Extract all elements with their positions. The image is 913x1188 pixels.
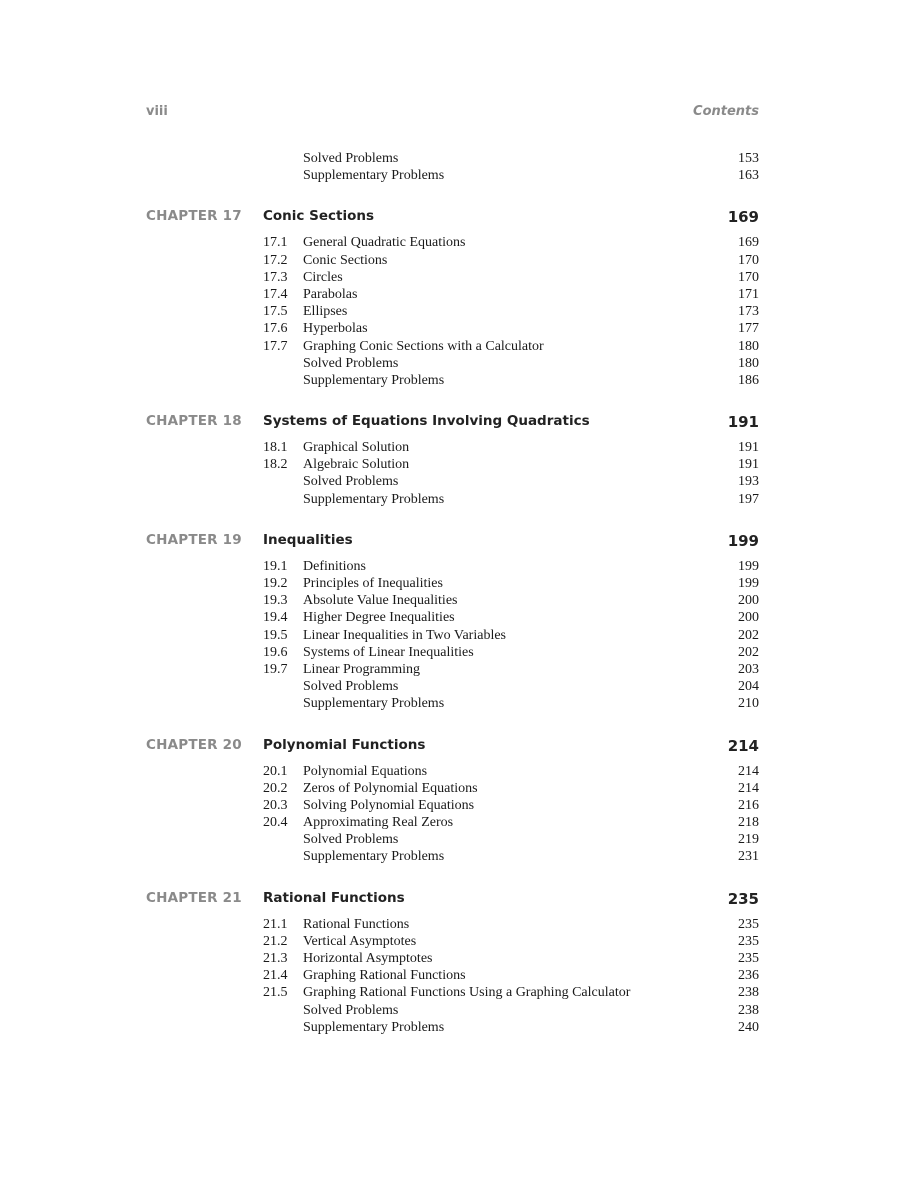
entry-page-number: 197 bbox=[738, 491, 759, 507]
entry-title: Supplementary Problems bbox=[303, 1019, 445, 1035]
toc-block bbox=[0, 890, 913, 1036]
toc-block bbox=[0, 737, 913, 866]
entry-page-number: 191 bbox=[738, 440, 759, 456]
section-number: 19.5 bbox=[263, 627, 288, 643]
chapter-title: Inequalities bbox=[263, 531, 353, 548]
toc-entry[interactable] bbox=[0, 814, 913, 831]
section-number: 21.4 bbox=[263, 968, 288, 984]
chapter-page-number: 199 bbox=[727, 531, 759, 550]
toc-entry[interactable] bbox=[0, 592, 913, 609]
entry-title: Principles of Inequalities bbox=[303, 576, 443, 591]
chapter-heading[interactable] bbox=[0, 737, 913, 759]
section-number: 21.5 bbox=[263, 985, 288, 1001]
entry-title: Hyperbolas bbox=[303, 321, 368, 337]
entry-title: Solved Problems bbox=[303, 1002, 399, 1018]
entry-page-number: 240 bbox=[738, 1019, 759, 1035]
toc-entry[interactable] bbox=[0, 167, 913, 184]
entry-page-number: 180 bbox=[738, 338, 759, 354]
entry-page-number: 169 bbox=[738, 235, 759, 251]
entry-page-number: 163 bbox=[738, 168, 759, 184]
chapter-label: CHAPTER 20 bbox=[146, 736, 242, 753]
chapter-title: Rational Functions bbox=[263, 889, 405, 906]
entry-page-number: 199 bbox=[738, 558, 759, 574]
entry-page-number: 170 bbox=[738, 252, 759, 268]
section-number: 19.3 bbox=[263, 593, 288, 609]
toc-entry[interactable] bbox=[0, 372, 913, 389]
toc-entry[interactable] bbox=[0, 695, 913, 712]
chapter-title: Conic Sections bbox=[263, 208, 375, 225]
toc-entry[interactable] bbox=[0, 338, 913, 355]
toc-entry[interactable] bbox=[0, 984, 913, 1001]
entry-title: Approximating Real Zeros bbox=[303, 815, 454, 831]
chapter-title: Polynomial Functions bbox=[263, 736, 426, 753]
toc-entry[interactable] bbox=[0, 491, 913, 508]
toc-entry[interactable] bbox=[0, 456, 913, 473]
page-number: viii bbox=[146, 104, 168, 119]
entry-page-number: 236 bbox=[738, 968, 759, 984]
section-number: 20.2 bbox=[263, 780, 288, 796]
entry-title: Higher Degree Inequalities bbox=[303, 610, 455, 626]
section-number: 21.1 bbox=[263, 916, 288, 932]
entry-title: Vertical Asymptotes bbox=[303, 933, 417, 949]
section-number: 20.3 bbox=[263, 797, 288, 813]
section-number: 17.5 bbox=[263, 304, 288, 320]
section-number: 21.2 bbox=[263, 933, 288, 949]
toc-entry[interactable] bbox=[0, 320, 913, 337]
chapter-label: CHAPTER 21 bbox=[146, 889, 242, 906]
running-header: Contents bbox=[693, 104, 759, 119]
toc-entry[interactable] bbox=[0, 609, 913, 626]
entry-title: Solved Problems bbox=[303, 151, 399, 166]
toc-entry[interactable] bbox=[0, 763, 913, 780]
toc-entry[interactable] bbox=[0, 916, 913, 933]
entry-page-number: 219 bbox=[738, 832, 759, 848]
chapter-page-number: 235 bbox=[727, 889, 759, 908]
section-number: 19.6 bbox=[263, 644, 288, 660]
toc-entry[interactable] bbox=[0, 797, 913, 814]
entry-page-number: 214 bbox=[738, 780, 759, 796]
chapter-page-number: 214 bbox=[727, 736, 759, 755]
entry-page-number: 153 bbox=[738, 151, 759, 166]
entry-title: Systems of Linear Inequalities bbox=[303, 644, 474, 660]
toc-entry[interactable] bbox=[0, 967, 913, 984]
entry-page-number: 218 bbox=[738, 815, 759, 831]
entry-title: Supplementary Problems bbox=[303, 372, 445, 388]
entry-title: Conic Sections bbox=[303, 252, 388, 268]
toc-entry[interactable] bbox=[0, 661, 913, 678]
section-number: 17.4 bbox=[263, 286, 288, 302]
toc-entry[interactable] bbox=[0, 286, 913, 303]
toc-list bbox=[0, 150, 913, 1036]
toc-entry[interactable] bbox=[0, 575, 913, 592]
entry-title: Circles bbox=[303, 269, 343, 285]
toc-block bbox=[0, 413, 913, 508]
entry-page-number: 199 bbox=[738, 576, 759, 591]
section-number: 17.7 bbox=[263, 338, 288, 354]
entry-title: Solving Polynomial Equations bbox=[303, 797, 475, 813]
section-number: 19.2 bbox=[263, 576, 288, 591]
section-number: 17.3 bbox=[263, 269, 288, 285]
section-number: 18.2 bbox=[263, 457, 288, 473]
entry-title: Ellipses bbox=[303, 304, 348, 320]
entry-page-number: 173 bbox=[738, 304, 759, 320]
toc-entry[interactable] bbox=[0, 848, 913, 865]
entry-page-number: 177 bbox=[738, 321, 759, 337]
toc-entry[interactable] bbox=[0, 439, 913, 456]
entry-page-number: 202 bbox=[738, 627, 759, 643]
entry-page-number: 238 bbox=[738, 1002, 759, 1018]
entry-title: Graphing Conic Sections with a Calculator bbox=[303, 338, 544, 354]
entry-title: Supplementary Problems bbox=[303, 491, 445, 507]
toc-entry[interactable] bbox=[0, 644, 913, 661]
section-number: 19.7 bbox=[263, 661, 288, 677]
entry-title: Graphing Rational Functions bbox=[303, 968, 466, 984]
toc-entry[interactable] bbox=[0, 473, 913, 490]
toc-entry[interactable] bbox=[0, 1002, 913, 1019]
toc-entry[interactable] bbox=[0, 933, 913, 950]
section-number: 21.3 bbox=[263, 951, 288, 966]
section-number: 17.1 bbox=[263, 235, 288, 251]
entry-page-number: 200 bbox=[738, 610, 759, 626]
entry-page-number: 235 bbox=[738, 951, 759, 966]
section-number: 18.1 bbox=[263, 440, 288, 456]
toc-entry[interactable] bbox=[0, 252, 913, 269]
toc-entry[interactable] bbox=[0, 678, 913, 695]
entry-page-number: 191 bbox=[738, 457, 759, 473]
entry-page-number: 170 bbox=[738, 269, 759, 285]
section-number: 17.2 bbox=[263, 252, 288, 268]
chapter-label: CHAPTER 19 bbox=[146, 531, 242, 548]
entry-title: Solved Problems bbox=[303, 355, 399, 371]
section-number: 19.4 bbox=[263, 610, 288, 626]
entry-title: Linear Programming bbox=[303, 661, 421, 677]
entry-title: General Quadratic Equations bbox=[303, 235, 466, 251]
chapter-title: Systems of Equations Involving Quadratics bbox=[263, 413, 590, 430]
entry-title: Parabolas bbox=[303, 286, 358, 302]
toc-block bbox=[0, 532, 913, 713]
entry-page-number: 216 bbox=[738, 797, 759, 813]
section-number: 19.1 bbox=[263, 558, 288, 574]
toc-entry[interactable] bbox=[0, 780, 913, 797]
chapter-label: CHAPTER 18 bbox=[146, 413, 242, 430]
entry-page-number: 171 bbox=[738, 286, 759, 302]
chapter-heading[interactable] bbox=[0, 532, 913, 554]
toc-block bbox=[0, 208, 913, 389]
entry-title: Solved Problems bbox=[303, 474, 399, 490]
toc-entry[interactable] bbox=[0, 831, 913, 848]
entry-title: Supplementary Problems bbox=[303, 849, 445, 865]
toc-entry[interactable] bbox=[0, 303, 913, 320]
entry-page-number: 235 bbox=[738, 916, 759, 932]
entry-title: Graphing Rational Functions Using a Graphing Calculator bbox=[303, 985, 631, 1001]
entry-title: Supplementary Problems bbox=[303, 168, 445, 184]
toc-entry[interactable] bbox=[0, 1019, 913, 1036]
entry-page-number: 193 bbox=[738, 474, 759, 490]
entry-page-number: 238 bbox=[738, 985, 759, 1001]
entry-title: Rational Functions bbox=[303, 916, 410, 932]
toc-entry[interactable] bbox=[0, 234, 913, 251]
toc-entry[interactable] bbox=[0, 950, 913, 967]
toc-entry[interactable] bbox=[0, 558, 913, 575]
entry-title: Solved Problems bbox=[303, 679, 399, 695]
entry-page-number: 214 bbox=[738, 763, 759, 779]
chapter-heading[interactable] bbox=[0, 890, 913, 912]
entry-title: Algebraic Solution bbox=[303, 457, 410, 473]
entry-title: Horizontal Asymptotes bbox=[303, 951, 433, 966]
section-number: 20.1 bbox=[263, 763, 288, 779]
entry-title: Solved Problems bbox=[303, 832, 399, 848]
chapter-page-number: 191 bbox=[727, 413, 759, 432]
entry-page-number: 180 bbox=[738, 355, 759, 371]
section-number: 20.4 bbox=[263, 815, 288, 831]
entry-page-number: 210 bbox=[738, 696, 759, 712]
toc-entry[interactable] bbox=[0, 627, 913, 644]
entry-page-number: 186 bbox=[738, 372, 759, 388]
toc-entry[interactable] bbox=[0, 150, 913, 167]
entry-page-number: 235 bbox=[738, 933, 759, 949]
entry-title: Definitions bbox=[303, 558, 366, 574]
chapter-label: CHAPTER 17 bbox=[146, 208, 242, 225]
entry-title: Graphical Solution bbox=[303, 440, 410, 456]
entry-title: Linear Inequalities in Two Variables bbox=[303, 627, 506, 643]
section-number: 17.6 bbox=[263, 321, 288, 337]
chapter-page-number: 169 bbox=[727, 208, 759, 227]
entry-page-number: 200 bbox=[738, 593, 759, 609]
entry-page-number: 203 bbox=[738, 661, 759, 677]
toc-entry[interactable] bbox=[0, 269, 913, 286]
entry-title: Zeros of Polynomial Equations bbox=[303, 780, 478, 796]
entry-page-number: 204 bbox=[738, 679, 759, 695]
entry-title: Polynomial Equations bbox=[303, 763, 428, 779]
entry-title: Absolute Value Inequalities bbox=[303, 593, 458, 609]
entry-page-number: 231 bbox=[738, 849, 759, 865]
chapter-heading[interactable] bbox=[0, 208, 913, 230]
entry-page-number: 202 bbox=[738, 644, 759, 660]
chapter-heading[interactable] bbox=[0, 413, 913, 435]
toc-block bbox=[0, 150, 913, 184]
entry-title: Supplementary Problems bbox=[303, 696, 445, 712]
toc-entry[interactable] bbox=[0, 355, 913, 372]
